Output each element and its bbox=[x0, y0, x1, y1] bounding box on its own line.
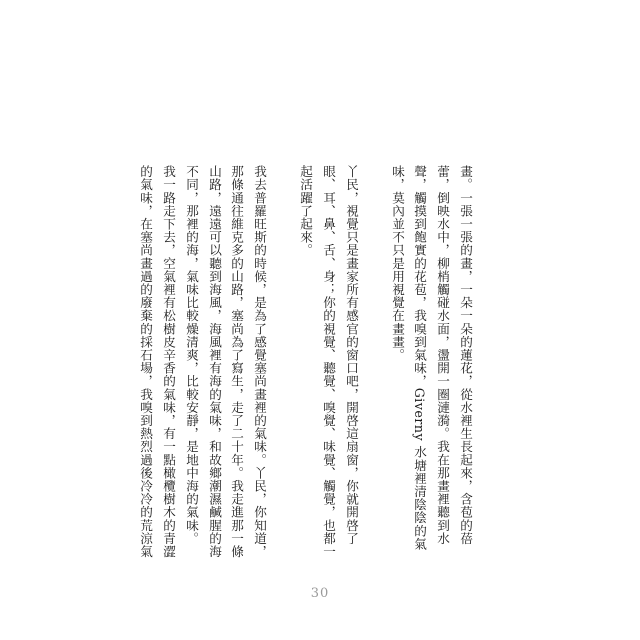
text-column-10: 山路，遠遠可以聽到海風，海風裡有海的氣味，和故鄉潮濕鹹腥的海 bbox=[207, 165, 222, 558]
text-column-9: 那條通往維克多的山路，塞尚為了寫生，走了二十年。我走進那一條 bbox=[229, 165, 244, 558]
text-column-3: 聲，觸摸到飽實的花苞，我嗅到氣味，Giverny 水塘裡清陰陰的氣 bbox=[412, 165, 427, 551]
text-column-8: 我去普羅旺斯的時候，是為了感覺塞尚畫裡的氣味。丫民，你知道， bbox=[252, 165, 267, 558]
text-column-2: 蕾，倒映水中，柳梢觸碰水面，盪開一圈漣漪。我在那畫裡聽到水 bbox=[435, 165, 450, 545]
text-column-12: 我一路走下去，空氣裡有松樹皮辛香的氣味，有一點橄欖樹木的青澀 bbox=[161, 165, 176, 558]
text-column-6: 眼、耳、鼻、舌、身；你的視覺、聽覺、嗅覺、味覺、觸覺，也都一 bbox=[321, 165, 336, 558]
text-column-5: 丫民，視覺只是畫家所有感官的窗口吧，開啓這扇窗，你就開啓了 bbox=[344, 165, 359, 545]
page-number: 30 bbox=[310, 586, 330, 601]
text-column-4: 味，莫內並不只是用視覺在畫畫。 bbox=[390, 165, 405, 362]
text-column-1: 畫。一張一張的畫，一朵一朵的蓮花，從水裡生長起來，含苞的蓓 bbox=[458, 165, 473, 545]
text-column-13: 的氣味，在塞尚畫過的廢棄的採石場，我嗅到熱烈過後冷冷的荒涼氣 bbox=[138, 165, 153, 558]
text-column-7: 起活躍了起來。 bbox=[298, 165, 313, 257]
text-column-11: 不同，那裡的海，氣味比較燥清爽，比較安靜，是地中海的氣味。 bbox=[184, 165, 199, 545]
